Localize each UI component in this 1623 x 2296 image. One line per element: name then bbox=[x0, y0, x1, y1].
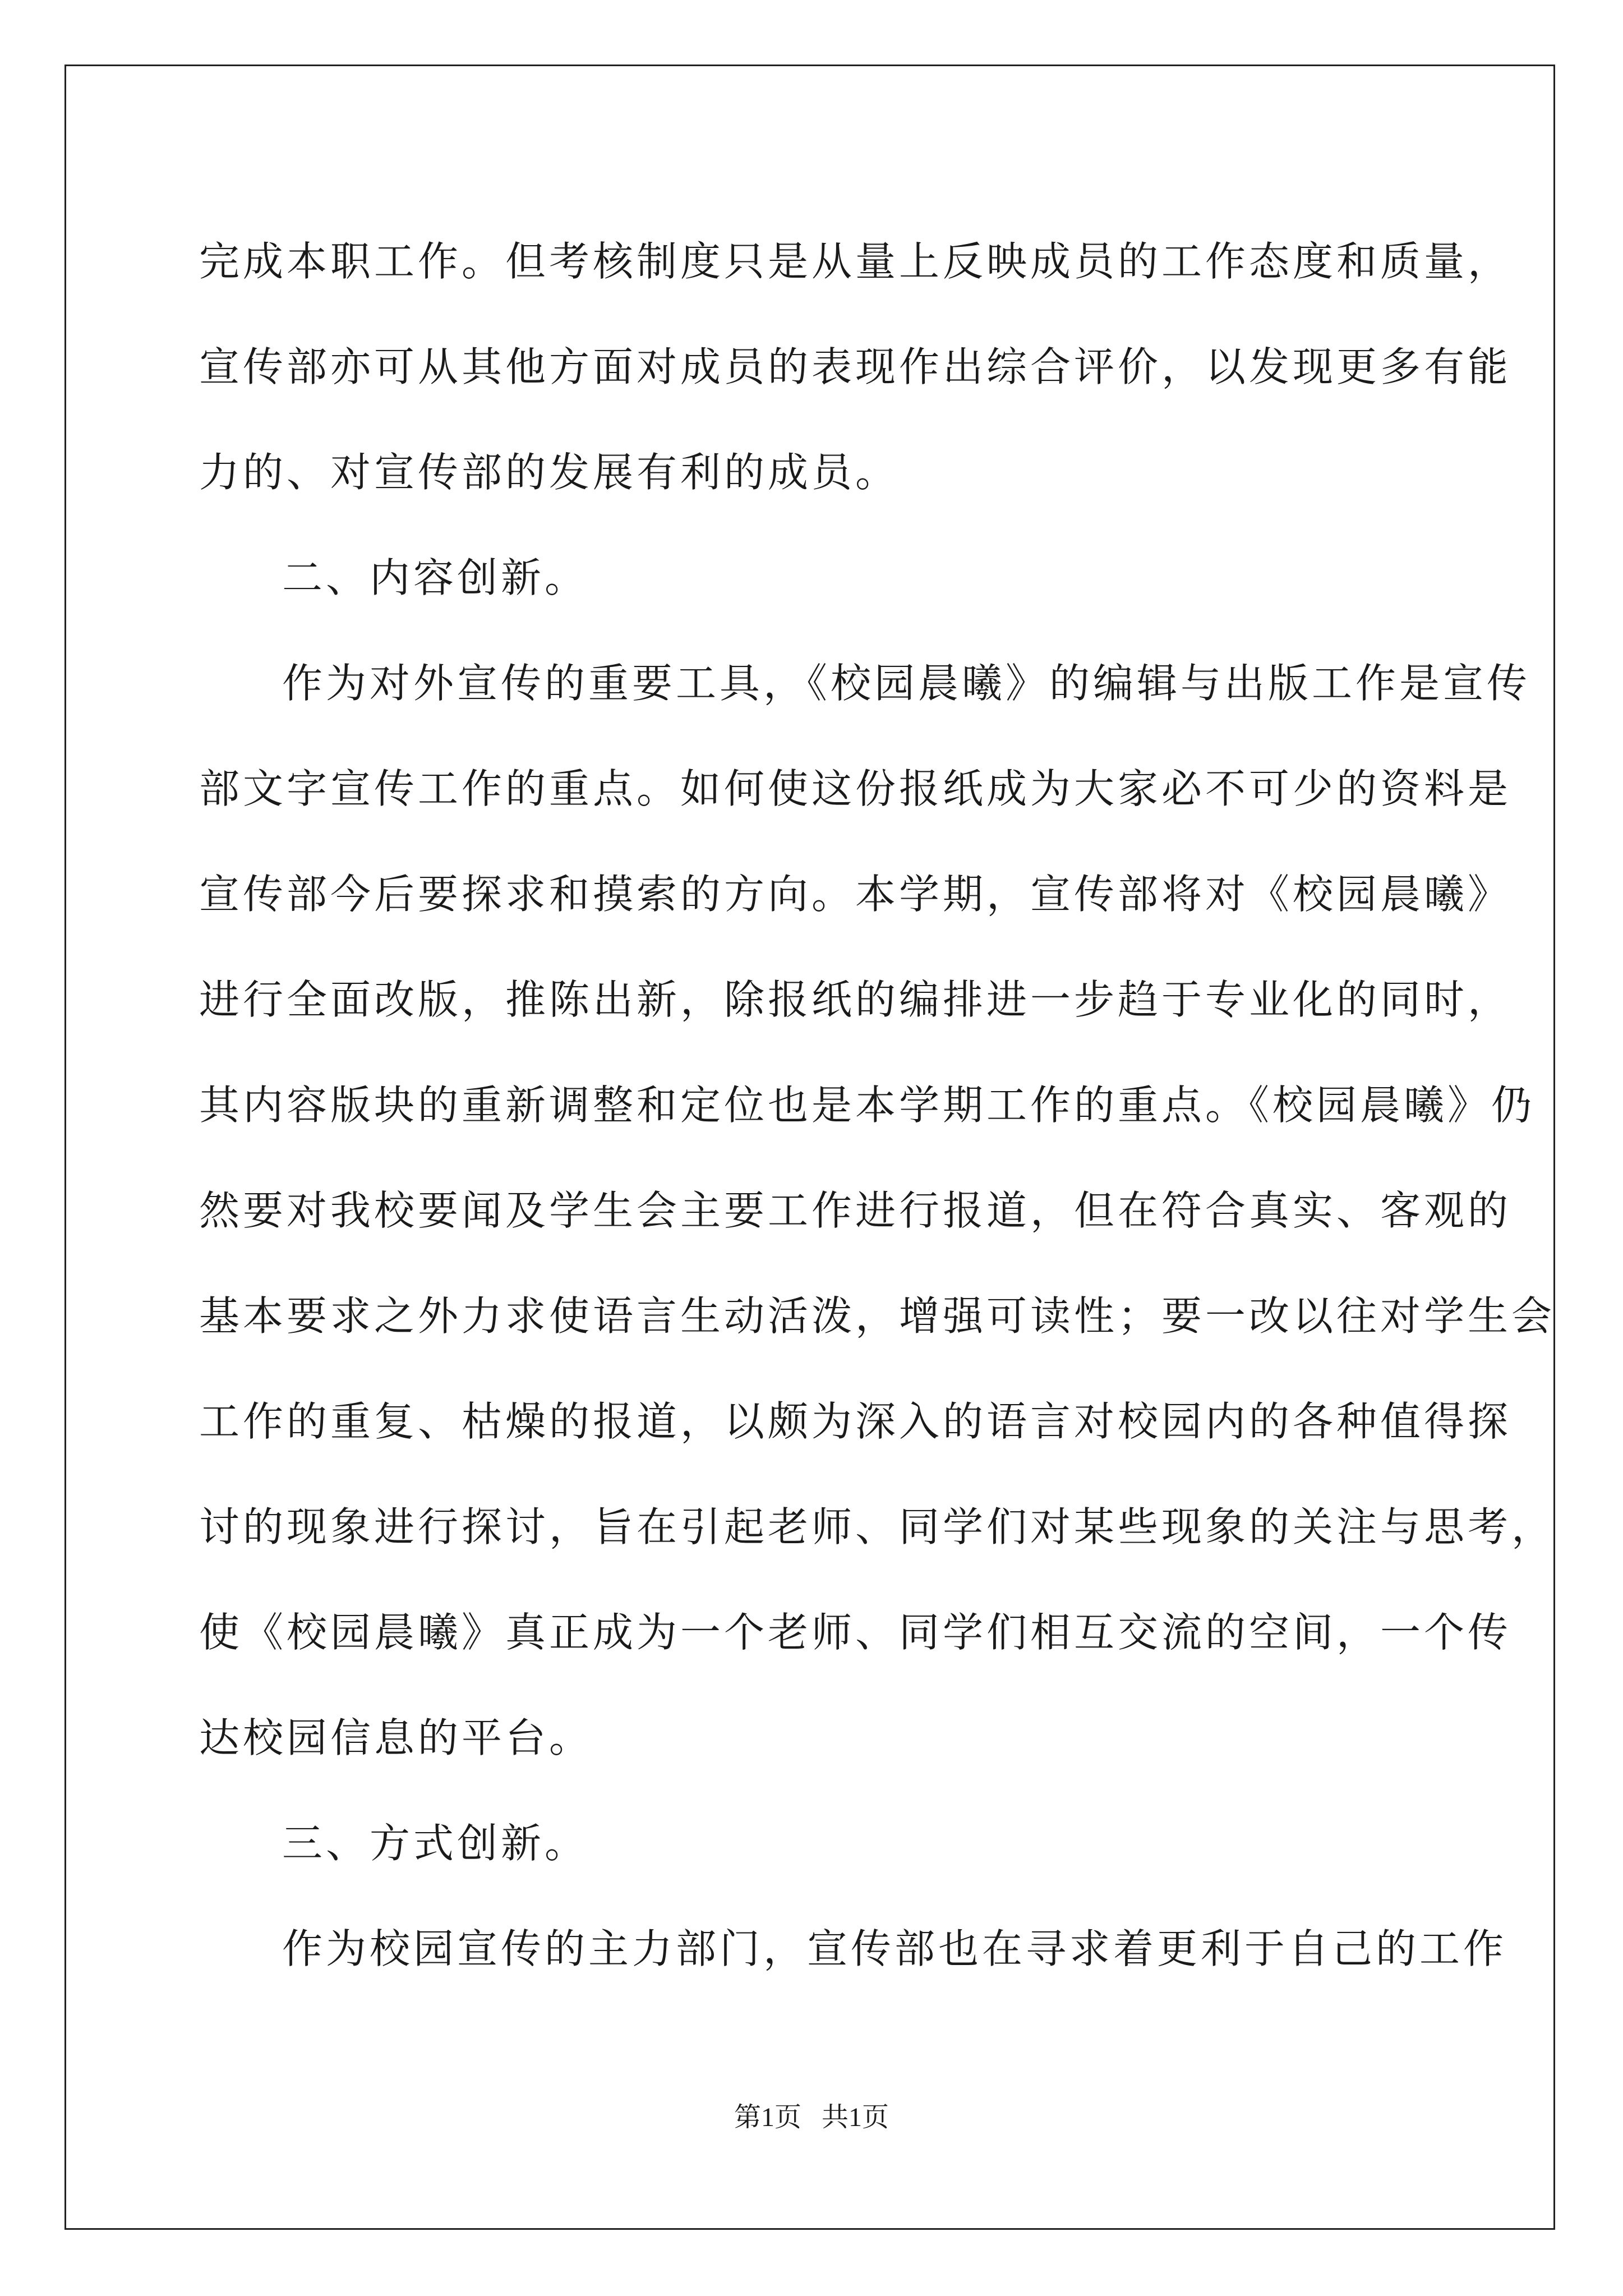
section-heading-content-innovation: 二、内容创新。 bbox=[282, 554, 589, 601]
text-line-6: 部文字宣传工作的重点。如何使这份报纸成为大家必不可少的资料是 bbox=[199, 765, 1512, 812]
text-line-3: 力的、对宣传部的发展有利的成员。 bbox=[199, 449, 900, 496]
page-number: 第1页 bbox=[734, 2102, 801, 2132]
text-line-13: 讨的现象进行探讨，旨在引起老师、同学们对某些现象的关注与思考， bbox=[199, 1503, 1556, 1550]
text-line-7: 宣传部今后要探求和摸索的方向。本学期，宣传部将对《校园晨曦》 bbox=[199, 871, 1512, 918]
text-line-1: 完成本职工作。但考核制度只是从量上反映成员的工作态度和质量， bbox=[199, 238, 1512, 285]
page-total: 共1页 bbox=[822, 2102, 889, 2132]
text-line-2: 宣传部亦可从其他方面对成员的表现作出综合评价，以发现更多有能 bbox=[199, 343, 1512, 390]
page-footer bbox=[0, 2095, 1623, 2134]
text-line-17: 作为校园宣传的主力部门，宣传部也在寻求着更利于自己的工作 bbox=[282, 1925, 1507, 1972]
text-line-9: 其内容版块的重新调整和定位也是本学期工作的重点。《校园晨曦》仍 bbox=[199, 1082, 1536, 1129]
text-line-10: 然要对我校要闻及学生会主要工作进行报道，但在符合真实、客观的 bbox=[199, 1187, 1512, 1234]
text-line-5: 作为对外宣传的重要工具，《校园晨曦》的编辑与出版工作是宣传 bbox=[282, 660, 1531, 707]
text-line-11: 基本要求之外力求使语言生动活泼，增强可读性；要一改以往对学生会 bbox=[199, 1292, 1556, 1340]
text-line-8: 进行全面改版，推陈出新，除报纸的编排进一步趋于专业化的同时， bbox=[199, 976, 1512, 1023]
document-body bbox=[199, 209, 1556, 2001]
text-line-15: 达校园信息的平台。 bbox=[199, 1714, 593, 1761]
text-line-12: 工作的重复、枯燥的报道，以颇为深入的语言对校园内的各种值得探 bbox=[199, 1398, 1512, 1445]
section-heading-method-innovation: 三、方式创新。 bbox=[282, 1820, 589, 1867]
text-line-14: 使《校园晨曦》真正成为一个老师、同学们相互交流的空间，一个传 bbox=[199, 1609, 1512, 1656]
